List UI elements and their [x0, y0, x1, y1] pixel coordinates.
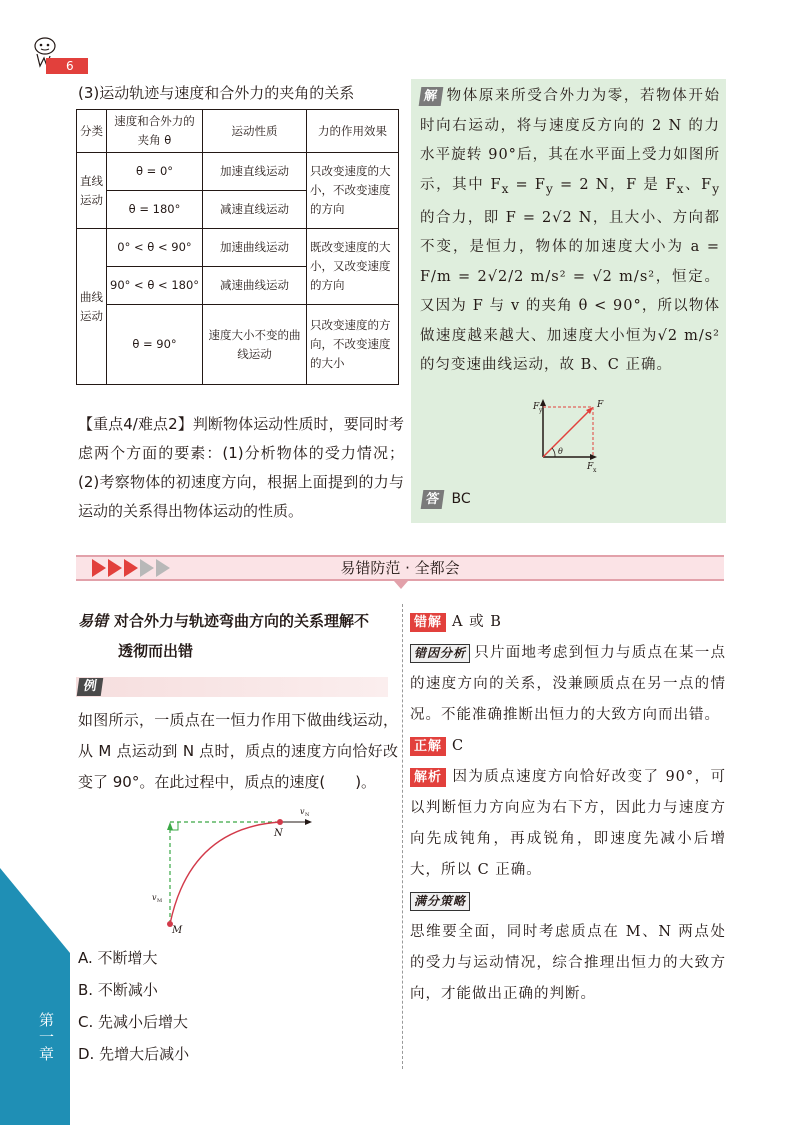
correct-tag: 正解 [410, 737, 446, 756]
strategy-tag: 满分策略 [410, 892, 470, 911]
table-cell: θ = 180° [107, 191, 203, 229]
options-list [78, 942, 189, 1070]
example-tag: 例 [77, 678, 104, 696]
table-cell-effect: 既改变速度的大小，又改变速度的方向 [307, 229, 399, 305]
fy-sub: y [539, 407, 543, 414]
banner-pointer-icon [394, 581, 408, 589]
table-cell-category: 曲线运动 [77, 229, 107, 385]
table-header: 力的作用效果 [307, 110, 399, 153]
subscript: x [676, 181, 685, 196]
mistake-title-line1: 对合外力与轨迹弯曲方向的关系理解不 [114, 612, 370, 630]
vn-sub: N [305, 812, 310, 818]
mistake-title-line2: 透彻而出错 [118, 642, 194, 660]
banner-title: 易错防范 · 全都会 [340, 559, 460, 577]
mistake-heading [78, 606, 394, 666]
table-cell: 加速直线运动 [203, 153, 307, 191]
page-number: 6 [46, 58, 88, 74]
table-header: 速度和合外力的夹角 θ [107, 110, 203, 153]
section-title: (3)运动轨迹与速度和合外力的夹角的关系 [78, 84, 355, 102]
motion-table [76, 109, 399, 385]
fy-label: F [533, 402, 540, 412]
answer-line [422, 490, 471, 509]
wrong-answer: A 或 B [452, 614, 502, 630]
force-diagram [525, 395, 615, 475]
strategy-text: 思维要全面，同时考虑质点在 M、N 两点处的受力与运动情况，综合推理出恒力的大致方向，才能做出正确的判断。 [410, 924, 726, 1002]
explain-paragraph [410, 762, 726, 886]
cause-paragraph [410, 638, 726, 731]
subscript: y [545, 181, 554, 196]
point-m-label: M [172, 925, 183, 935]
table-cell: 0° < θ < 90° [107, 229, 203, 267]
table-header: 分类 [77, 110, 107, 153]
table-cell: 速度大小不变的曲线运动 [203, 305, 307, 385]
correct-answer-line [410, 731, 726, 762]
example-bar [76, 677, 388, 697]
trajectory-figure [150, 800, 330, 935]
table-row [77, 305, 399, 385]
solution-text-part: = 2 N，F 是 F [553, 176, 677, 193]
cause-tag: 错因分析 [410, 644, 470, 663]
solution-text-part: = F [509, 176, 546, 193]
strategy-line [410, 886, 726, 917]
vn-label: v [300, 807, 305, 816]
key-point-paragraph: 【重点4/难点2】判断物体运动性质时，要同时考虑两个方面的要素：(1)分析物体的受力情况；(2)考察物体的初速度方向，根据上面提到的力与运动的关系得出物体运动的性质。 [78, 415, 404, 520]
table-cell-category: 直线运动 [77, 153, 107, 229]
mistake-label: 易错 [78, 612, 109, 630]
option-b: B. 不断减小 [78, 981, 158, 999]
table-cell-effect: 只改变速度的大小，不改变速度的方向 [307, 153, 399, 229]
table-cell: 减速直线运动 [203, 191, 307, 229]
answer-tag: 答 [421, 490, 445, 509]
vm-label: v [152, 893, 157, 902]
table-row [77, 229, 399, 267]
table-header-row [77, 110, 399, 153]
wrong-tag: 错解 [410, 613, 446, 632]
table-cell: θ = 0° [107, 153, 203, 191]
answer-value: BC [451, 491, 471, 507]
question-text: 如图所示，一质点在一恒力作用下做曲线运动，从 M 点运动到 N 点时，质点的速度方向恰好改变了 90°。在此过程中，质点的速度( )。 [78, 711, 398, 791]
cause-text: 只片面地考虑到恒力与质点在某一点的速度方向的关系，没兼顾质点在另一点的情况。不能准确推断出恒力的大致方向而出错。 [410, 645, 726, 723]
f-label: F [597, 400, 604, 410]
explain-tag: 解析 [410, 768, 446, 787]
explain-text: 因为质点速度方向恰好改变了 90°，可以判断恒力方向应为右下方，因此力与速度方向先成钝角，再成锐角，即速度先减小后增大，所以 C 正确。 [410, 769, 726, 878]
chapter-label: 第一章 [38, 1011, 55, 1063]
table-cell-effect: 只改变速度的方向，不改变速度的大小 [307, 305, 399, 385]
solution-tag: 解 [419, 87, 444, 106]
subscript: x [501, 181, 510, 196]
subscript: y [712, 181, 721, 196]
solution-text-part: 的合力，即 F = 2√2 N，且大小、方向都不变，是恒力，物体的加速度大小为 a = F/m = 2√2/2 m/s² = √2 m/s²，恒定。又因为 F 与 v 的夹角 θ < 90°，所以物体做速度越来越大、加速度大小恒为√2 m/s² 的匀变速曲线运动，故 B、C 正确。 [420, 209, 720, 374]
table-cell: 加速曲线运动 [203, 229, 307, 267]
table-header: 运动性质 [203, 110, 307, 153]
option-c: C. 先减小后增大 [78, 1013, 189, 1031]
wrong-answer-line [410, 607, 726, 638]
solution-text [420, 82, 720, 381]
table-cell: 90° < θ < 180° [107, 267, 203, 305]
analysis-column [410, 607, 726, 1010]
theta-label: θ [558, 447, 563, 456]
point-n-label: N [274, 828, 283, 839]
correct-answer: C [452, 738, 465, 754]
solution-text-part: 物体原来所受合外力为零，若物体开始时向右运动，将与速度反方向的 2 N 的力水平旋转 90°后，其在水平面上受力如图所示，其中 F [420, 88, 720, 193]
fx-label: F [587, 462, 594, 472]
fx-sub: x [593, 467, 597, 474]
option-a: A. 不断增大 [78, 949, 158, 967]
column-divider [402, 604, 403, 1069]
vm-sub: M [157, 898, 163, 904]
table-row [77, 153, 399, 191]
table-cell: θ = 90° [107, 305, 203, 385]
side-band [0, 868, 70, 1125]
table-cell: 减速曲线运动 [203, 267, 307, 305]
solution-text-part: 、F [684, 176, 713, 193]
option-d: D. 先增大后减小 [78, 1045, 190, 1063]
